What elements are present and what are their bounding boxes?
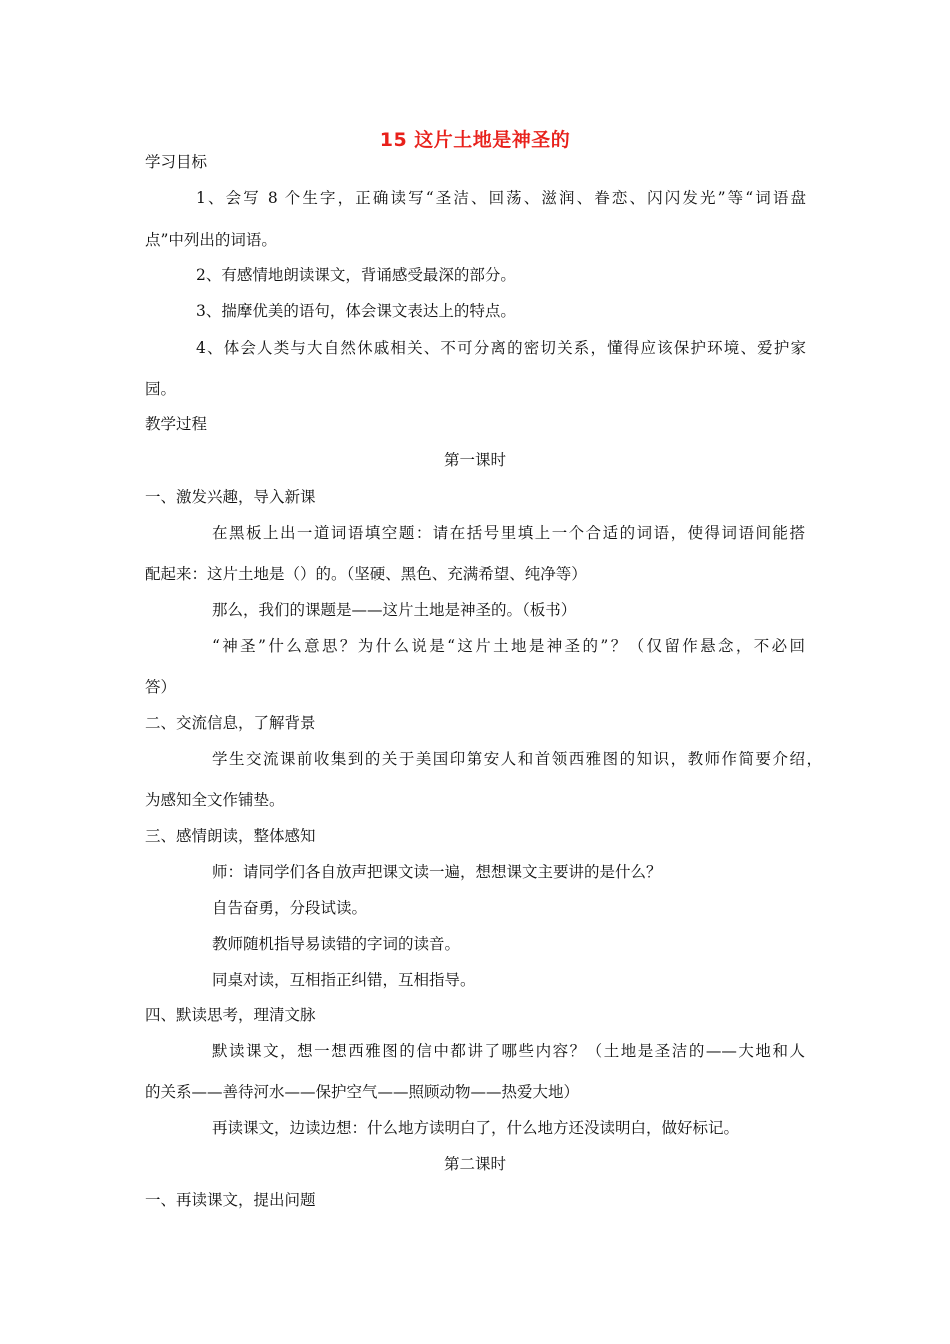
section-2-para-1-line1: 学生交流课前收集到的关于美国印第安人和首领西雅图的知识，教师作简要介绍， <box>212 750 822 768</box>
section-3-para-4: 同桌对读，互相指正纠错，互相指导。 <box>212 971 476 989</box>
section-4-para-2: 再读课文，边读边想：什么地方读明白了，什么地方还没读明白，做好标记。 <box>212 1119 740 1137</box>
goal-item-1-line1: 1、会写 8 个生字，正确读写“圣洁、回荡、滋润、眷恋、闪闪发光”等“词语盘 <box>196 189 806 207</box>
section-3-para-3: 教师随机指导易读错的字词的读音。 <box>212 935 461 953</box>
goal-item-1-line2: 点”中列出的词语。 <box>145 231 277 249</box>
goal-item-4-line2: 园。 <box>145 380 177 398</box>
goal-item-2: 2、有感情地朗读课文，背诵感受最深的部分。 <box>196 266 516 284</box>
lesson-2-heading: 第二课时 <box>443 1155 506 1173</box>
section-4-heading: 四、默读思考，理清文脉 <box>145 1006 316 1024</box>
section-2-para-1-line2: 为感知全文作铺垫。 <box>145 791 285 809</box>
section-4-para-1-line2: 的关系——善待河水——保护空气——照顾动物——热爱大地） <box>145 1083 580 1101</box>
goals-heading: 学习目标 <box>145 153 208 171</box>
goal-item-4-line1: 4、体会人类与大自然休戚相关、不可分离的密切关系，懂得应该保护环境、爱护家 <box>196 339 806 357</box>
section-1-heading: 一、激发兴趣，导入新课 <box>145 488 316 506</box>
lesson-2-section-1-heading: 一、再读课文，提出问题 <box>145 1191 316 1209</box>
section-1-para-3-line2: 答） <box>145 678 177 696</box>
process-heading: 教学过程 <box>145 415 208 433</box>
section-1-para-1-line2: 配起来：这片土地是（）的。（坚硬、黑色、充满希望、纯净等） <box>145 565 587 583</box>
goal-item-3: 3、揣摩优美的语句，体会课文表达上的特点。 <box>196 302 516 320</box>
section-2-heading: 二、交流信息，了解背景 <box>145 714 316 732</box>
section-3-para-2: 自告奋勇，分段试读。 <box>212 899 368 917</box>
lesson-1-heading: 第一课时 <box>443 451 506 469</box>
section-1-para-3-line1: “神圣”什么意思？为什么说是“这片土地是神圣的”？（仅留作悬念，不必回 <box>212 637 805 655</box>
section-4-para-1-line1: 默读课文，想一想西雅图的信中都讲了哪些内容？（土地是圣洁的——大地和人 <box>212 1042 805 1060</box>
section-3-heading: 三、感情朗读，整体感知 <box>145 827 316 845</box>
section-1-para-2: 那么，我们的课题是——这片土地是神圣的。（板书） <box>212 601 577 619</box>
section-1-para-1-line1: 在黑板上出一道词语填空题：请在括号里填上一个合适的词语，使得词语间能搭 <box>212 524 805 542</box>
document-title: 15 这片土地是神圣的 <box>379 129 571 151</box>
section-3-para-1: 师：请同学们各自放声把课文读一遍，想想课文主要讲的是什么？ <box>212 863 662 881</box>
